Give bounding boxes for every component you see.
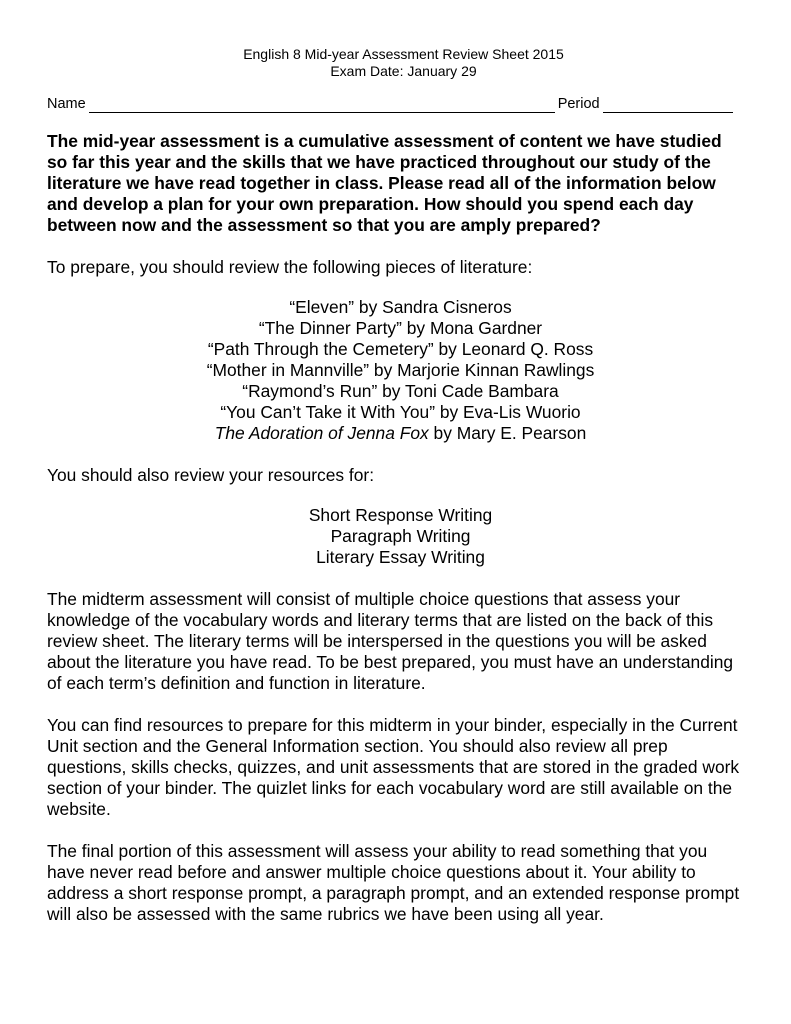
name-period-line [47,95,744,113]
final-portion-paragraph: The final portion of this assessment will assess your ability to read something that you have never read before and answer multiple choice questions about it. Your ability to address a short response prompt, a paragraph prompt, and an extended response prompt will also be assessed with the same rubrics we have been using all year. [47,841,740,924]
literature-item: “You Can’t Take it With You” by Eva-Lis Wuorio [220,402,581,422]
exam-date: Exam Date: January 29 [330,63,477,79]
period-blank[interactable] [603,99,733,113]
resources-lead: You should also review your resources for: [47,465,375,485]
literature-lead: To prepare, you should review the following pieces of literature: [47,257,533,277]
document-header [63,46,744,80]
resource-item: Short Response Writing [308,505,493,525]
novel-title: The Adoration of Jenna Fox [214,423,429,443]
document-title: English 8 Mid-year Assessment Review Sheet 2015 [243,46,564,62]
resource-item: Paragraph Writing [330,526,471,546]
literature-item: “Eleven” by Sandra Cisneros [289,297,512,317]
period-label: Period [557,96,600,112]
literature-item: “The Dinner Party” by Mona Gardner [258,318,543,338]
intro-paragraph: The mid-year assessment is a cumulative assessment of content we have studied so far this year and the skills that we have practiced throughout our study of the literature we have read together in class. Please read all of the information below and develop a plan for your own preparation. How should you spend each day between now and the assessment so that you are amply prepared? [47,131,722,235]
vocabulary-paragraph: The midterm assessment will consist of multiple choice questions that assess your knowledge of the vocabulary words and literary terms that are listed on the back of this review sheet. The literary terms will be interspersed in the questions you will be asked about the literature you have read. To be best prepared, you must have an understanding of each term’s definition and function in literature. [47,589,734,693]
literature-list [47,297,744,444]
resources-list [47,505,744,568]
literature-item [57,423,744,444]
resource-item: Literary Essay Writing [316,547,485,567]
literature-item: “Path Through the Cemetery” by Leonard Q. Ross [207,339,594,359]
resources-paragraph: You can find resources to prepare for this midterm in your binder, especially in the Current Unit section and the General Information section. You should also review all prep questions, skills checks, quizzes, and unit assessments that are stored in the graded work section of your binder. The quizlet links for each vocabulary word are still available on the website. [47,715,740,819]
name-blank[interactable] [89,99,555,113]
novel-author: by Mary E. Pearson [428,423,587,443]
name-label: Name [47,96,86,112]
literature-item: “Raymond’s Run” by Toni Cade Bambara [242,381,559,401]
literature-item: “Mother in Mannville” by Marjorie Kinnan Rawlings [206,360,595,380]
